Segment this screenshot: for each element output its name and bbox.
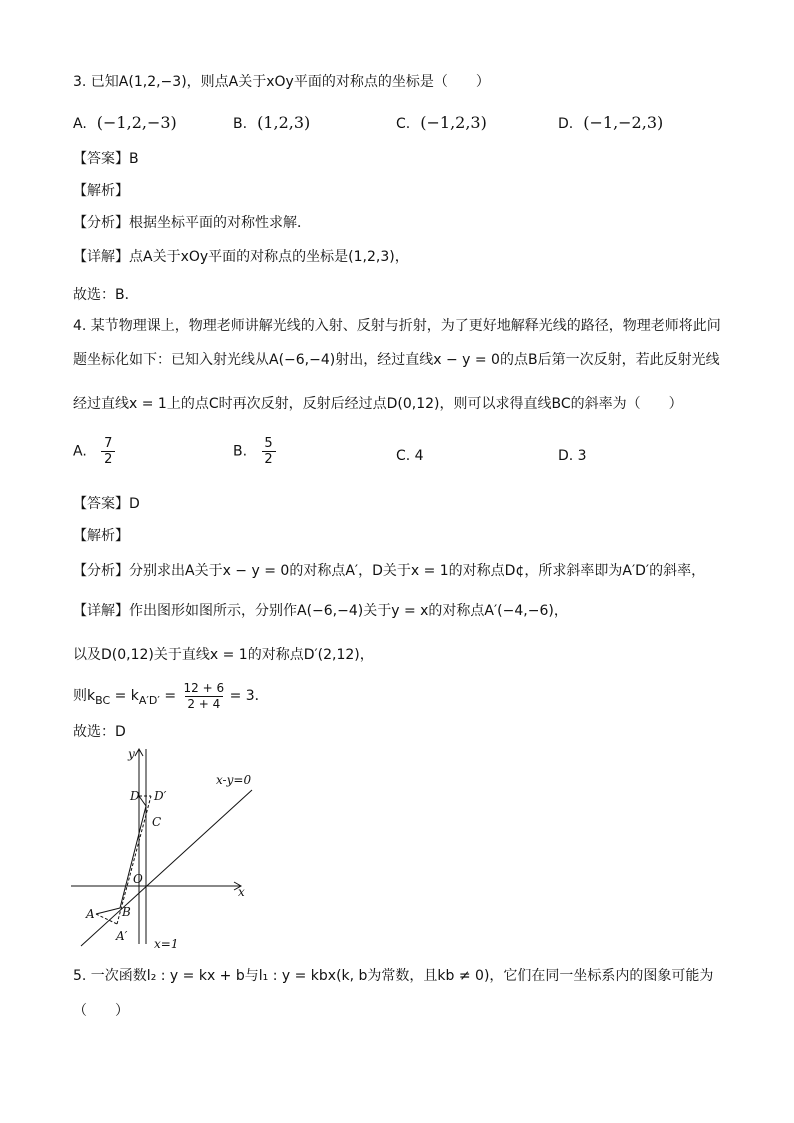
q3-analysis: 【分析】根据坐标平面的对称性求解． <box>73 215 311 231</box>
q5-stem-line2: （ ） <box>73 1003 129 1019</box>
label-x: x <box>238 885 245 899</box>
option-value: (−1,2,−3) <box>96 113 177 132</box>
subscript-apdp: A′D′ <box>138 693 160 707</box>
option-label: D. <box>558 116 574 132</box>
label-x-equals-1: x=1 <box>154 937 179 951</box>
q3-answer: 【答案】B <box>73 151 139 167</box>
ray-b-c <box>120 806 146 908</box>
q4-option-d: D. 3 <box>558 448 587 464</box>
q3-detail: 【详解】点A关于xOy平面的对称点的坐标是(1,2,3)， <box>73 249 409 265</box>
q4-detail2: 以及D(0,12)关于直线x = 1的对称点D′(2,12)， <box>73 647 374 663</box>
option-label: A. <box>73 443 87 460</box>
option-label: B. <box>233 443 248 460</box>
q3-jiexi: 【解析】 <box>73 183 129 199</box>
label-x-minus-y: x-y=0 <box>216 773 252 787</box>
line-x-minus-y <box>81 790 252 946</box>
q3-stem: 3. 已知A(1,2,−3)，则点A关于xOy平面的对称点的坐标是（ ） <box>73 74 490 90</box>
q3-option-d <box>558 112 663 135</box>
q4-option-b <box>233 436 276 467</box>
option-value: (−1,2,3) <box>420 113 487 132</box>
equals: = <box>159 688 181 704</box>
fraction-numerator: 12 + 6 <box>183 680 225 695</box>
label-d-prime: D′ <box>154 789 167 803</box>
q4-stem-line3: 经过直线x = 1上的点C时再次反射，反射后经过点D(0,12)，则可以求得直线BC的斜率为（ ） <box>73 396 683 412</box>
q4-detail3 <box>73 680 269 717</box>
q4-option-c: C. 4 <box>396 448 424 464</box>
fraction-result <box>183 681 226 712</box>
label-o: O <box>133 872 143 886</box>
q3-options <box>73 112 723 134</box>
subscript-bc: BC <box>95 693 111 707</box>
q4-choose: 故选：D <box>73 724 126 740</box>
q4-options <box>73 436 723 476</box>
option-value: (−1,−2,3) <box>583 113 664 132</box>
ray-c-d <box>139 796 146 806</box>
q4-stem-line1: 4. 某节物理课上，物理老师讲解光线的入射、反射与折射，为了更好地解释光线的路径，物理老师将此问 <box>73 318 721 334</box>
result-value: = 3． <box>225 688 269 704</box>
fraction-denominator: 2 + 4 <box>187 696 221 711</box>
q3-option-c <box>396 112 487 135</box>
q4-analysis: 【分析】分别求出A关于x − y = 0的对称点A′，D关于x = 1的对称点D¢，所求斜率即为A′D′的斜率， <box>73 563 706 579</box>
fraction-denominator: 2 <box>264 452 273 467</box>
q3-choose: 故选：B． <box>73 287 139 303</box>
label-a: A <box>86 907 95 921</box>
label-d: D <box>130 789 140 803</box>
fraction-denominator: 2 <box>104 452 113 467</box>
label-y: y <box>128 747 135 761</box>
slope-k2: = k <box>110 688 139 704</box>
fraction-numerator: 7 <box>104 436 113 451</box>
label-a-prime: A′ <box>116 929 128 943</box>
q5-stem-line1: 5. 一次函数l₂ : y = kx + b与l₁ : y = kbx(k, b为常数，且kb ≠ 0)，它们在同一坐标系内的图象可能为 <box>73 968 714 984</box>
q4-answer: 【答案】D <box>73 496 140 512</box>
option-label: A. <box>73 116 87 132</box>
q3-option-a <box>73 112 177 135</box>
q4-stem-line2: 题坐标化如下：已知入射光线从A(−6,−4)射出，经过直线x − y = 0的点B后第一次反射，若此反射光线 <box>73 352 720 368</box>
reflection-figure <box>66 744 266 954</box>
fraction-numerator: 5 <box>264 436 273 451</box>
q3-option-b <box>233 112 310 135</box>
option-value: (1,2,3) <box>257 113 311 132</box>
q4-option-a <box>73 436 115 467</box>
option-label: B. <box>233 116 248 132</box>
q4-detail: 【详解】作出图形如图所示，分别作A(−6,−4)关于y = x的对称点A′(−4,−6)， <box>73 603 568 619</box>
label-b: B <box>122 905 131 919</box>
label-c: C <box>152 815 162 829</box>
fraction-5-2 <box>262 436 276 467</box>
option-label: C. <box>396 116 411 132</box>
fraction-7-2 <box>101 436 115 467</box>
slope-k: 则k <box>73 688 96 704</box>
q4-jiexi: 【解析】 <box>73 528 129 544</box>
